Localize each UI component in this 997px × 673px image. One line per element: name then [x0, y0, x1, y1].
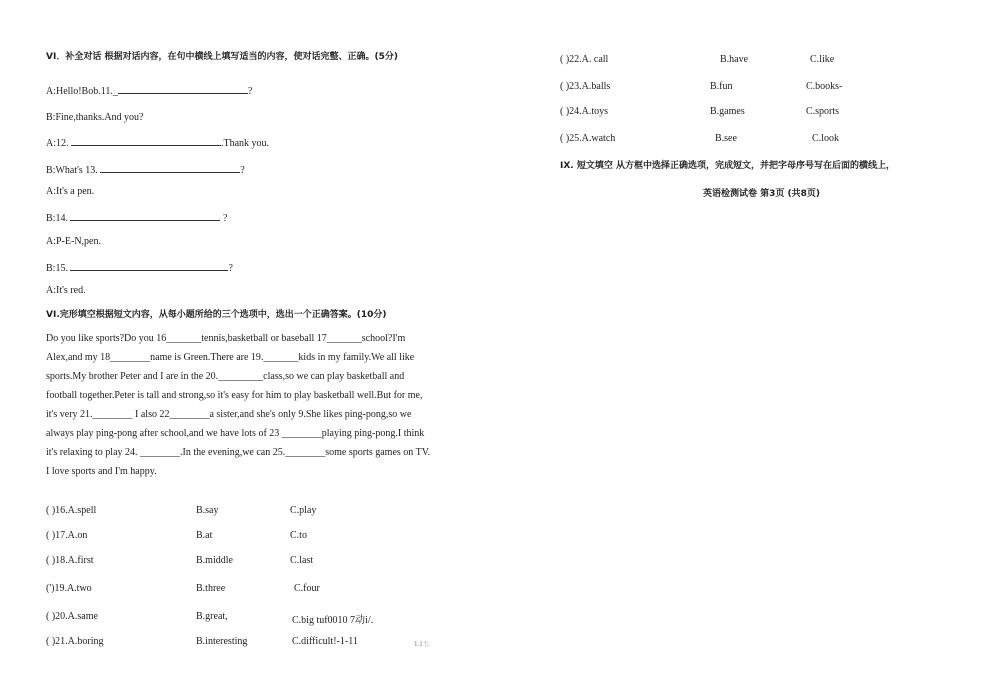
option-a: ( )17.A.on	[46, 530, 88, 541]
option-a: ( )16.A.spell	[46, 505, 97, 516]
section-vii-cloze-title: VI.完形填空根据短文内容，从每小题所给的三个选项中，选出一个正确答案。(10分)	[46, 310, 387, 320]
option-b: B.at	[196, 530, 213, 541]
passage-line: always play ping-pong after school,and we have lots of 23 ________playing ping-pong.I think	[46, 428, 425, 439]
option-row-19[interactable]	[46, 583, 320, 594]
option-c: C.last	[290, 555, 314, 566]
option-a: ( )18.A.first	[46, 555, 94, 566]
option-a: ( )22.A. call	[560, 54, 609, 65]
option-c: C.sports	[806, 106, 840, 117]
option-b: B.middle	[196, 555, 233, 566]
option-a: ( )25.A.watch	[560, 133, 616, 144]
option-row-17[interactable]	[46, 530, 307, 541]
dialogue-line-2: B:Fine,thanks.And you?	[46, 112, 144, 123]
option-row-21[interactable]	[46, 636, 358, 647]
page-footer: 英语检测试卷 第3页 (共8页)	[703, 189, 821, 199]
passage-line: Alex,and my 18________name is Green.There are 19._______kids in my family.We all like	[46, 352, 415, 363]
dialogue-line-3-text: A:12.	[46, 138, 69, 149]
option-c: C.big tuf0010 7动i/.	[292, 615, 374, 626]
dialogue-line-6-text: B:14.	[46, 213, 68, 224]
option-b: B.great,	[196, 611, 228, 622]
passage-line: it's very 21.________ I also 22________a sister,and she's only 9.She likes ping-pong,so we	[46, 409, 412, 420]
answer-blank-12[interactable]	[71, 136, 221, 146]
option-c: C.books-	[806, 81, 843, 92]
option-b: B.three	[196, 583, 226, 594]
dialogue-line-5: A:It's a pen.	[46, 186, 95, 197]
answer-blank-15[interactable]	[70, 261, 228, 271]
option-c: C.four	[294, 583, 320, 594]
option-c: C.play	[290, 505, 317, 516]
option-a: ( )20.A.same	[46, 611, 98, 622]
dialogue-line-9: A:It's red.	[46, 285, 86, 296]
answer-blank-11[interactable]	[118, 84, 248, 94]
option-row-25[interactable]	[560, 133, 839, 144]
option-b: B.games	[710, 106, 745, 117]
option-row-24[interactable]	[560, 106, 840, 117]
dialogue-line-6-end: ?	[222, 213, 228, 224]
option-b: B.fun	[710, 81, 733, 92]
option-c: C.to	[290, 530, 307, 541]
section-vi-dialogue-title: VI．补全对话 根据对话内容，在句中横线上填写适当的内容，使对话完整、正确。(5分)	[46, 52, 398, 62]
option-row-22[interactable]	[560, 54, 835, 65]
option-c: C.like	[810, 54, 835, 65]
option-b: B.say	[196, 505, 219, 516]
dialogue-line-7: A:P-E-N,pen.	[46, 236, 101, 247]
option-row-16[interactable]	[46, 505, 317, 516]
option-row-18[interactable]	[46, 555, 314, 566]
option-row-20[interactable]	[46, 611, 374, 626]
option-a: (')19.A.two	[46, 583, 92, 594]
option-b: B.have	[720, 54, 749, 65]
passage-line: I love sports and I'm happy.	[46, 466, 157, 477]
option-c: C.difficult!-1-11	[292, 636, 358, 647]
dialogue-line-6	[46, 211, 227, 225]
dialogue-line-1-text: A:Hello!Bob.11._	[46, 86, 118, 97]
dialogue-line-4	[46, 163, 245, 177]
dialogue-line-3-end: .Thank you.	[221, 138, 270, 149]
dialogue-line-8-end: ?	[228, 263, 233, 274]
dialogue-line-8	[46, 261, 233, 275]
dialogue-line-1-end: ?	[247, 86, 253, 97]
passage-line: it's relaxing to play 24. ________.In the evening,we can 25.________some sports games on TV.	[46, 447, 431, 458]
dialogue-line-4-end: ?	[240, 165, 245, 176]
passage-line: Do you like sports?Do you 16_______tennis,basketball or baseball 17_______school?I'm	[46, 333, 406, 344]
dialogue-line-1	[46, 84, 252, 98]
option-a: ( )21.A.boring	[46, 636, 104, 647]
dialogue-line-4-text: B:What's 13.	[46, 165, 98, 176]
option-a: ( )24.A.toys	[560, 106, 609, 117]
passage-line: football together.Peter is tall and strong,so it's easy for him to play basketball well.But for me,	[46, 390, 423, 401]
passage-line: sports.My brother Peter and I are in the 20._________class,so we can play basketball and	[46, 371, 405, 382]
answer-blank-14[interactable]	[70, 211, 220, 221]
option-a: ( )23.A.balls	[560, 81, 611, 92]
dialogue-line-3	[46, 136, 269, 150]
option-b: B.interesting	[196, 636, 248, 647]
scan-mark: 1.1 !:	[414, 640, 429, 648]
option-c: C.look	[812, 133, 839, 144]
option-b: B.see	[715, 133, 737, 144]
option-row-23[interactable]	[560, 81, 843, 92]
cloze-passage	[46, 329, 456, 481]
answer-blank-13[interactable]	[100, 163, 240, 173]
dialogue-line-8-text: B:15.	[46, 263, 68, 274]
section-ix-fill-title: IX. 短文填空 从方框中选择正确选项，完成短文，并把字母序号写在后面的横线上，	[560, 161, 895, 171]
